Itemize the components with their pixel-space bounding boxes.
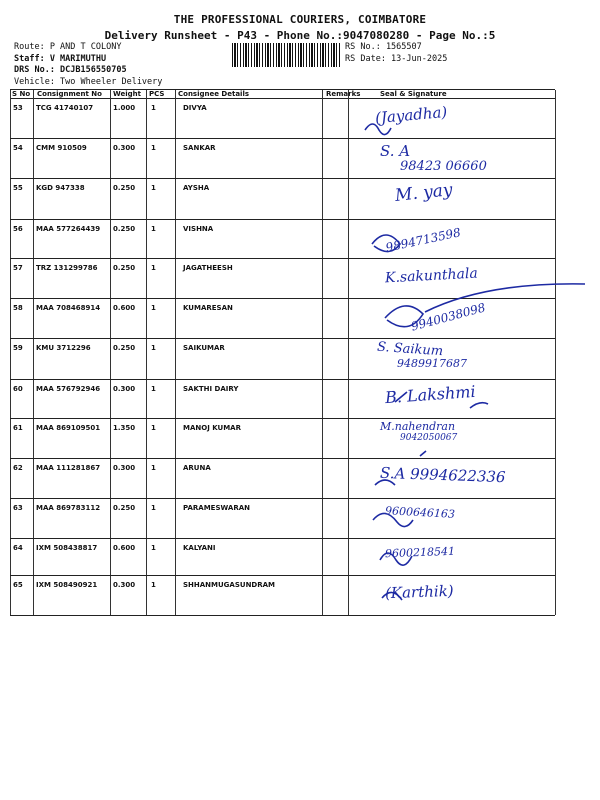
- ink-stroke: [373, 513, 413, 526]
- cell-consignment: IXM 508438817: [36, 544, 98, 552]
- cell-consignee: KALYANI: [183, 544, 216, 552]
- handwritten-signature: 9940038098: [409, 300, 487, 334]
- cell-consignment: MAA 577264439: [36, 225, 101, 233]
- cell-consignee: SHHANMUGASUNDRAM: [183, 581, 276, 589]
- ink-stroke: [365, 124, 391, 135]
- cell-consignee: PARAMESWARAN: [183, 504, 250, 512]
- cell-sno: 63: [13, 504, 23, 512]
- cell-consignment: MAA 708468914: [36, 304, 101, 312]
- column-header-consignee: Consignee Details: [178, 90, 250, 98]
- cell-pcs: 1: [151, 504, 156, 512]
- handwritten-signature: 9600646163: [384, 504, 456, 521]
- column-header-sno: S No: [12, 90, 31, 98]
- cell-weight: 0.250: [113, 344, 136, 352]
- runsheet-subtitle: Delivery Runsheet - P43 - Phone No.:9047080280 - Page No.:5: [104, 29, 496, 42]
- column-header-pcs: PCS: [149, 90, 165, 98]
- cell-consignee: VISHNA: [183, 225, 214, 233]
- cell-sno: 53: [13, 104, 23, 112]
- route-label: Route: P AND T COLONY: [14, 42, 122, 52]
- cell-consignee: ARUNA: [183, 464, 211, 472]
- cell-pcs: 1: [151, 464, 156, 472]
- cell-consignment: MAA 869783112: [36, 504, 101, 512]
- cell-consignment: CMM 910509: [36, 144, 87, 152]
- vehicle-label: Vehicle: Two Wheeler Delivery: [14, 76, 163, 87]
- cell-weight: 0.300: [113, 464, 136, 472]
- handwritten-signature: 9894713598: [384, 225, 462, 255]
- cell-pcs: 1: [151, 385, 156, 393]
- cell-weight: 0.600: [113, 304, 136, 312]
- cell-consignee: MANOJ KUMAR: [183, 424, 241, 432]
- cell-sno: 55: [13, 184, 23, 192]
- handwritten-phone: 9042050067: [400, 433, 458, 443]
- cell-pcs: 1: [151, 184, 156, 192]
- cell-consignee: SAKTHI DAIRY: [183, 385, 239, 393]
- column-header-consignment: Consignment No: [37, 90, 102, 98]
- handwritten-signature: B. Lakshmi: [384, 381, 477, 408]
- handwritten-signature: M.nahendran: [380, 420, 456, 433]
- cell-consignee: JAGATHEESH: [183, 264, 233, 272]
- handwritten-signature: S. A: [380, 142, 411, 160]
- rs-date: RS Date: 13-Jun-2025: [345, 53, 448, 64]
- cell-weight: 0.250: [113, 184, 136, 192]
- handwritten-phone: 98423 06660: [400, 159, 487, 174]
- cell-consignment: KGD 947338: [36, 184, 85, 192]
- cell-sno: 60: [13, 385, 23, 393]
- handwritten-signature: M. yay: [394, 180, 454, 206]
- drs-label: DRS No.: DCJB156550705: [14, 65, 127, 75]
- cell-consignment: TCG 41740107: [36, 104, 94, 112]
- cell-sno: 64: [13, 544, 23, 552]
- column-header-weight: Weight: [113, 90, 141, 98]
- company-title: THE PROFESSIONAL COURIERS, COIMBATORE: [173, 13, 427, 26]
- ink-stroke: [380, 553, 412, 565]
- cell-pcs: 1: [151, 581, 156, 589]
- cell-pcs: 1: [151, 104, 156, 112]
- cell-consignment: KMU 3712296: [36, 344, 91, 352]
- ink-stroke: [382, 592, 402, 600]
- cell-pcs: 1: [151, 304, 156, 312]
- cell-sno: 62: [13, 464, 23, 472]
- cell-consignment: IXM 508490921: [36, 581, 98, 589]
- cell-consignee: AYSHA: [183, 184, 210, 192]
- cell-pcs: 1: [151, 144, 156, 152]
- cell-sno: 59: [13, 344, 23, 352]
- cell-weight: 0.250: [113, 504, 136, 512]
- cell-sno: 57: [13, 264, 23, 272]
- handwritten-phone: 9489917687: [397, 357, 467, 370]
- ink-stroke: [372, 235, 400, 252]
- cell-weight: 0.600: [113, 544, 136, 552]
- cell-sno: 65: [13, 581, 23, 589]
- handwritten-signature: S.A 9994622336: [379, 463, 506, 487]
- cell-pcs: 1: [151, 264, 156, 272]
- cell-weight: 0.300: [113, 385, 136, 393]
- ink-stroke: [395, 392, 488, 408]
- rs-number: RS No.: 1565507: [345, 42, 422, 52]
- cell-pcs: 1: [151, 225, 156, 233]
- cell-consignment: TRZ 131299786: [36, 264, 98, 272]
- cell-consignee: DIVYA: [183, 104, 207, 112]
- cell-consignee: SAIKUMAR: [183, 344, 225, 352]
- cell-consignee: SANKAR: [183, 144, 216, 152]
- handwritten-signature: 9600218541: [384, 544, 456, 561]
- handwritten-signature: (Karthik): [384, 581, 454, 603]
- cell-sno: 56: [13, 225, 23, 233]
- cell-weight: 1.350: [113, 424, 136, 432]
- cell-consignment: MAA 111281867: [36, 464, 101, 472]
- cell-consignee: KUMARESAN: [183, 304, 233, 312]
- ink-stroke: [385, 284, 585, 327]
- cell-sno: 61: [13, 424, 23, 432]
- column-header-signature: Seal & Signature: [380, 90, 447, 98]
- cell-pcs: 1: [151, 344, 156, 352]
- handwritten-signature: K.sakunthala: [384, 265, 479, 287]
- cell-weight: 0.250: [113, 225, 136, 233]
- cell-weight: 0.300: [113, 581, 136, 589]
- cell-weight: 1.000: [113, 104, 136, 112]
- ink-stroke: [375, 480, 395, 485]
- staff-label: Staff: V MARIMUTHU: [14, 53, 107, 64]
- cell-weight: 0.300: [113, 144, 136, 152]
- handwritten-signature: (Jayadha): [374, 102, 448, 128]
- cell-pcs: 1: [151, 424, 156, 432]
- cell-consignment: MAA 576792946: [36, 385, 101, 393]
- ink-stroke: [420, 451, 426, 456]
- cell-consignment: MAA 869109501: [36, 424, 101, 432]
- cell-weight: 0.250: [113, 264, 136, 272]
- column-header-remarks: Remarks: [326, 90, 361, 98]
- cell-pcs: 1: [151, 544, 156, 552]
- cell-sno: 54: [13, 144, 23, 152]
- handwritten-signature: S. Saikum: [376, 339, 444, 360]
- cell-sno: 58: [13, 304, 23, 312]
